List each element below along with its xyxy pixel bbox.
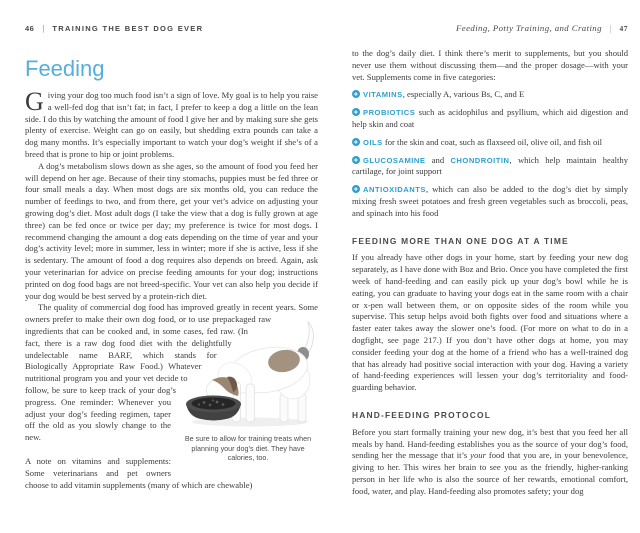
running-head-divider: | [42,23,45,33]
running-head-left [25,23,318,33]
drop-cap: G [25,87,44,116]
intro-paragraph: to the dog’s daily diet. I think there’s merit to supplements, but you should never use them without discussing them—and the proper dosage—with your vet. Supplements come in five categories: [352,48,628,82]
section-body-feeding-multiple-dogs: If you already have other dogs in your home, start by feeding your new dog separately, as I have done with Boz and Brio. Once you have completed the first week of hand-feeding and can easily pick up your dog’s bowl while he is eating, you can graduate to having your dogs eat in the same room with a chair or x-pen wall between them, or on opposite sides of the room while you supervise. This setup helps avoid both fights over food and situations where a faster eater takes away the slower one’s food. (For more on what to do in a dogfight, see page 217.) If you don’t have other dogs at home, you may consider feeding your dog at the home of a friend who has a well-trained dog that has already had positive social interaction with your dog. Having a variety of hand-feeding experiences will lessen your dog’s territoriality and food-guarding behavior. [352,252,628,393]
running-head-chapter-title: Feeding, Potty Training, and Crating [456,23,602,33]
running-head-right [352,23,628,33]
chapter-title: Feeding [25,56,105,81]
supplement-term: ANTIOXIDANTS [363,185,426,195]
running-head-divider: | [609,23,612,33]
supplement-list [352,89,628,219]
supplement-item [352,184,628,219]
paragraph-1-text: iving your dog too much food isn’t a sign of love. My goal is to help you raise a well-fed dog that isn’t fat; in fact, I prefer to keep a dog a little on the lean side. I do this by watching the amount of food I give her and by making sure she gets plenty of exercise. Weight can go on easily, but shedding extra pounds can take a dog many months. It’s especially important to watch your dog’s weight if she’s of a breed that is prone to hip or joint problems. [25,90,318,159]
puppy-eating-photo [176,316,318,428]
text-run: and [425,154,451,165]
section-heading-feeding-multiple-dogs: FEEDING MORE THAN ONE DOG AT A TIME [352,235,569,246]
supplement-item [352,107,628,131]
supplement-item [352,89,628,101]
figure-caption: Be sure to allow for training treats when planning your dog’s diet. They have calories, too. [184,434,312,463]
supplement-item [352,137,628,149]
paragraph-3 [25,302,318,463]
arrow-bullet-icon [352,185,360,193]
text-run: , especially A, various Bs, C, and E [402,89,525,100]
text-run: for the skin and coat, such as flaxseed oil, olive oil, and fish oil [382,136,603,147]
supplement-term: VITAMINS [363,90,403,100]
right-body-text [352,48,628,498]
text-run: Before you start formally training your new dog, it’s best that you feed her all meals by hand. Hand-feeding establishes you as the source of your dog’s food, sending her the message that it’s [352,426,628,461]
text-run: , which can also be added to the dog’s diet by simply mixing fresh sweet potatoes and fresh green vegetables such as broccoli, peas, and spinach into his food [352,184,628,218]
text-run: such as acidophilus and psyllium, which aid digestion and help skin and coat [352,107,628,129]
paragraph-3-text: The quality of commercial dog food has improved greatly in recent years. Some owners prefer to make their own dog food, or to use prepackaged raw ingredients that can be cooked and, in some cases, fed raw. (In fact, there is a raw dog food diet with the delightfully undelectable name BARF, which stands for Biologically Appropriate Raw Food.) Whatever nutritional program you and your vet decide to follow, be sure to keep track of your dog’s progress. One reminder: Whenever you adjust your dog’s feeding regimen, taper off the old as you slowly change to the new. [25,302,318,443]
section-heading-hand-feeding-protocol: HAND-FEEDING PROTOCOL [352,409,492,420]
dog-photo-figure [176,302,318,474]
arrow-bullet-icon [352,108,360,116]
arrow-bullet-icon [352,156,360,164]
page-number-right: 47 [619,23,628,33]
paragraph-4: A note on vitamins and supplements: Some veterinarians and pet owners choose to add vitamin supplements (many of which are chewable) [25,455,253,490]
section-body-hand-feeding-protocol [352,427,628,498]
supplement-item [352,155,628,179]
arrow-bullet-icon [352,90,360,98]
supplement-term: CHONDROITIN [450,155,510,165]
text-run: your [470,450,486,461]
left-body-text [25,87,318,491]
supplement-term: GLUCOSAMINE [363,155,426,165]
supplement-term: OILS [363,137,383,147]
supplement-term: PROBIOTICS [363,108,416,118]
running-head-book-title: TRAINING THE BEST DOG EVER [52,23,204,33]
arrow-bullet-icon [352,138,360,146]
page-right [320,0,640,533]
page-number-left: 46 [25,23,35,33]
text-run: , which help maintain healthy cartilage, for joint support [352,154,628,177]
paragraph-1 [25,87,318,161]
text-run: food that you are, in your benevolence, giving to her. This wires her brain to see you as the friendly, higher-ranking person in her life who is also the source of her rewards, emotional comfort, food, water, and play. Hand-feeding also promotes safety; your dog [352,450,628,496]
paragraph-2: A dog’s metabolism slows down as she ages, so the amount of food you feed her will depend on her age. Because of their tiny stomachs, puppies must be fed three or four small meals a day. When most dogs are six months old, you can reduce the number of feedings to two, and from there, get your vet’s advice on adjusting your growing dog’s diet. Most adult dogs (I take the view that a dog is fully grown at age three) can be fed once or twice per day; my preference is twice for most dogs. I recommend changing the amount a dog eats depending on the time of year and your dog’s activity level; more in summer, less in winter; more if she is active, less if she is sedentary. The amount of food a dog requires also depends on breed. Again, ask your veterinarian for advice on precise feeding amounts for your dog; instructions printed on dog food bags are not breed-specific. Your vet can also help you decide if your dog would be best served by a protein-rich diet. [25,160,318,301]
